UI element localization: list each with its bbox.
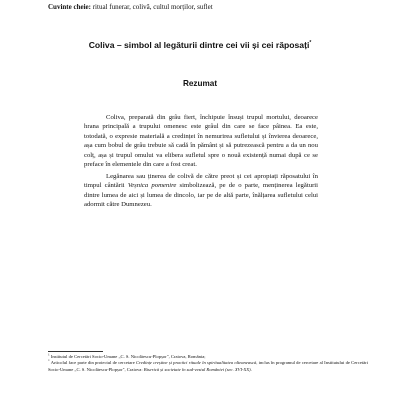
article-title-text: Coliva – simbol al legăturii dintre cei vii și cei răposați (88, 40, 310, 50)
abstract-paragraph-2 (84, 172, 318, 210)
paragraph-2-italic: Veșnica pomenire (127, 182, 177, 190)
title-footnote-marker[interactable]: * (309, 40, 312, 47)
keywords-line (48, 3, 213, 11)
footnote-2-text-end: . (250, 366, 252, 372)
footnote-2-marker: * (48, 358, 50, 363)
footnote-separator (48, 351, 103, 352)
abstract-heading: Rezumat (182, 79, 218, 88)
keywords-text: ritual funerar, colivă, cultul morților, suflet (90, 3, 213, 11)
abstract-body (84, 113, 318, 212)
footnote-2-italic-2: Biserică și societate în sud-vestul României (sec. XVI-XX) (143, 366, 251, 372)
paragraph-2-start: Legănarea sau ținerea de colivă de către preot și cei apropiați răposatului în timpul cântării (84, 172, 318, 190)
footnotes (48, 354, 368, 373)
article-title (48, 40, 352, 50)
footnote-1-text: Institutul de Cercetări Socio-Umane „C. S. Nicolăescu-Plopșor", Craiova, România; (49, 354, 206, 359)
footnote-2-italic-1: Credințe creștine și practici rituale în spiritualitatea olteanească (136, 360, 257, 366)
footnote-1-marker: 1 (48, 352, 50, 357)
footnote-2-text-middle: , inclus în programul de cercetare al Institutului de Cercetări Socio-Umane „C. S. Nicolăescu-Plopșor", Craiova: (48, 360, 369, 372)
footnote-2 (48, 360, 368, 373)
paragraph-2-end: simbolizează, pe de o parte, menținerea legăturii dintre lumea de aici și lumea de dincolo, iar pe de altă parte, înălțarea sufletului celui adormit către Dumnezeu. (84, 182, 319, 209)
abstract-paragraph-1: Coliva, preparată din grâu fiert, închipuie însuși trupul mortului, deoarece hrana principală a trupului omenesc este grâul din care se face pâinea. Ea este, totodată, o expresie materială a credinței în nemurirea sufletului și învierea deoarece, așa cum bobul de grâu trebuie să cadă în pământ și să putrezească pentru a da un nou colț, așa și trupul omului va elibera sufletul spre o nouă existență numai după ce se preface în elementele din care a fost creat. (84, 114, 318, 169)
footnote-2-text-start: Articolul face parte din proiectul de cercetare (49, 360, 137, 366)
keywords-label: Cuvinte cheie: (48, 3, 91, 11)
